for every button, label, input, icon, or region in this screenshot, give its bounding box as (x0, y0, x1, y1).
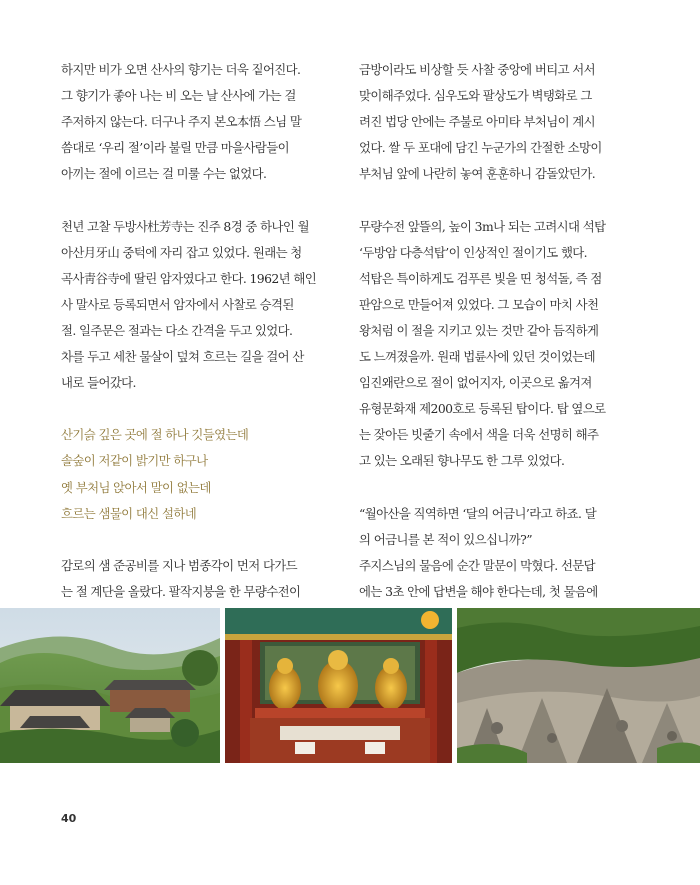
text-line: 차를 두고 세찬 물살이 덮쳐 흐르는 길을 걸어 산 (61, 349, 304, 365)
text-line: 아산月牙山 중턱에 자리 잡고 있었다. 원래는 청 (61, 244, 302, 260)
text-line: 곡사靑谷寺에 딸린 암자였다고 한다. 1962년 해인 (61, 270, 317, 286)
text-line: 천년 고찰 두방사杜芳寺는 진주 8경 중 하나인 월 (61, 218, 309, 234)
paragraph-rain-fragrance (61, 57, 331, 187)
photo-strip (0, 608, 700, 763)
paragraph-stone-pagoda (359, 214, 629, 475)
paragraph-main-hall (359, 57, 629, 187)
text-line: 사 말사로 등록되면서 암자에서 사찰로 승격된 (61, 296, 294, 312)
temple-landscape-photo (0, 608, 220, 763)
poem-verse (61, 422, 331, 526)
text-line: 의 어금니를 본 적이 있으십니까?” (359, 531, 532, 547)
text-line: 무량수전 앞뜰의, 높이 3m나 되는 고려시대 석탑 (359, 218, 606, 234)
poem-line: 산기슭 깊은 곳에 절 하나 깃들였는데 (61, 427, 249, 443)
text-line: 그 향기가 좋아 나는 비 오는 날 산사에 가는 걸 (61, 88, 296, 104)
text-line: 절. 일주문은 절과는 다소 간격을 두고 있었다. (61, 322, 293, 338)
text-line: 씀대로 ‘우리 절’이라 불릴 만큼 마을사람들이 (61, 140, 290, 156)
text-line: ‘두방암 다층석탑’이 인상적인 절이기도 했다. (359, 244, 588, 260)
right-column (359, 57, 629, 605)
text-line: 주저하지 않는다. 더구나 주지 본오本悟 스님 말 (61, 114, 302, 130)
text-line: 고 있는 오래된 향나무도 한 그루 있었다. (359, 453, 565, 469)
text-line: 주지스님의 물음에 순간 말문이 막혔다. 선문답 (359, 557, 596, 573)
text-line: 아끼는 절에 이르는 걸 미룰 수는 없었다. (61, 166, 267, 182)
text-line: 금방이라도 비상할 듯 사찰 중앙에 버티고 서서 (359, 62, 596, 77)
paragraph-temple-stairs (61, 553, 331, 605)
text-line: 었다. 쌀 두 포대에 담긴 누군가의 간절한 소망이 (359, 140, 602, 156)
text-line: 임진왜란으로 절이 없어지자, 이곳으로 옮겨져 (359, 375, 592, 391)
text-line: 유형문화재 제200호로 등록된 탑이다. 탑 옆으로 (359, 401, 606, 417)
text-line: 려진 법당 안에는 주불로 아미타 부처님이 계시 (359, 114, 596, 130)
text-line: 맞이해주었다. 심우도와 팔상도가 벽탱화로 그 (359, 88, 592, 104)
text-line: 도 느껴졌을까. 원래 법륜사에 있던 것이었는데 (359, 349, 596, 365)
text-line: 는 잦아든 빗줄기 속에서 색을 더욱 선명히 해주 (359, 427, 599, 443)
poem-line: 옛 부처님 앉아서 말이 없는데 (61, 479, 211, 495)
text-line: 왕처럼 이 절을 지키고 있는 것만 같아 듬직하게 (359, 322, 599, 338)
text-line: 석탑은 특이하게도 검푸른 빛을 띤 청석돌, 즉 점 (359, 270, 602, 286)
text-line: 하지만 비가 오면 산사의 향기는 더욱 짙어진다. (61, 62, 301, 77)
text-line: 내로 들어갔다. (61, 375, 136, 391)
page-number: 40 (61, 812, 77, 825)
text-line: 는 절 계단을 올랐다. 팔작지붕을 한 무량수전이 (61, 583, 301, 599)
paragraph-moon-molar-dialogue (359, 501, 629, 605)
paragraph-dubangsa-history (61, 214, 331, 397)
text-line: 판암으로 만들어져 있었다. 그 모습이 마치 사천 (359, 296, 599, 312)
buddha-hall-interior-photo (225, 608, 452, 763)
poem-line: 흐르는 샘물이 대신 설하네 (61, 505, 197, 521)
text-line: 에는 3초 안에 답변을 해야 한다는데, 첫 물음에 (359, 583, 598, 599)
text-line: 감로의 샘 준공비를 지나 범종각이 먼저 다가드 (61, 557, 298, 573)
text-line: “월아산을 직역하면 ‘달의 어금니’라고 하죠. 달 (359, 505, 597, 521)
stone-pagodas-photo (457, 608, 700, 763)
poem-line: 솔숲이 저같이 밝기만 하구나 (61, 453, 208, 469)
text-line: 부처님 앞에 나란히 놓여 훈훈하니 감돌았던가. (359, 166, 596, 182)
left-column (61, 57, 331, 605)
